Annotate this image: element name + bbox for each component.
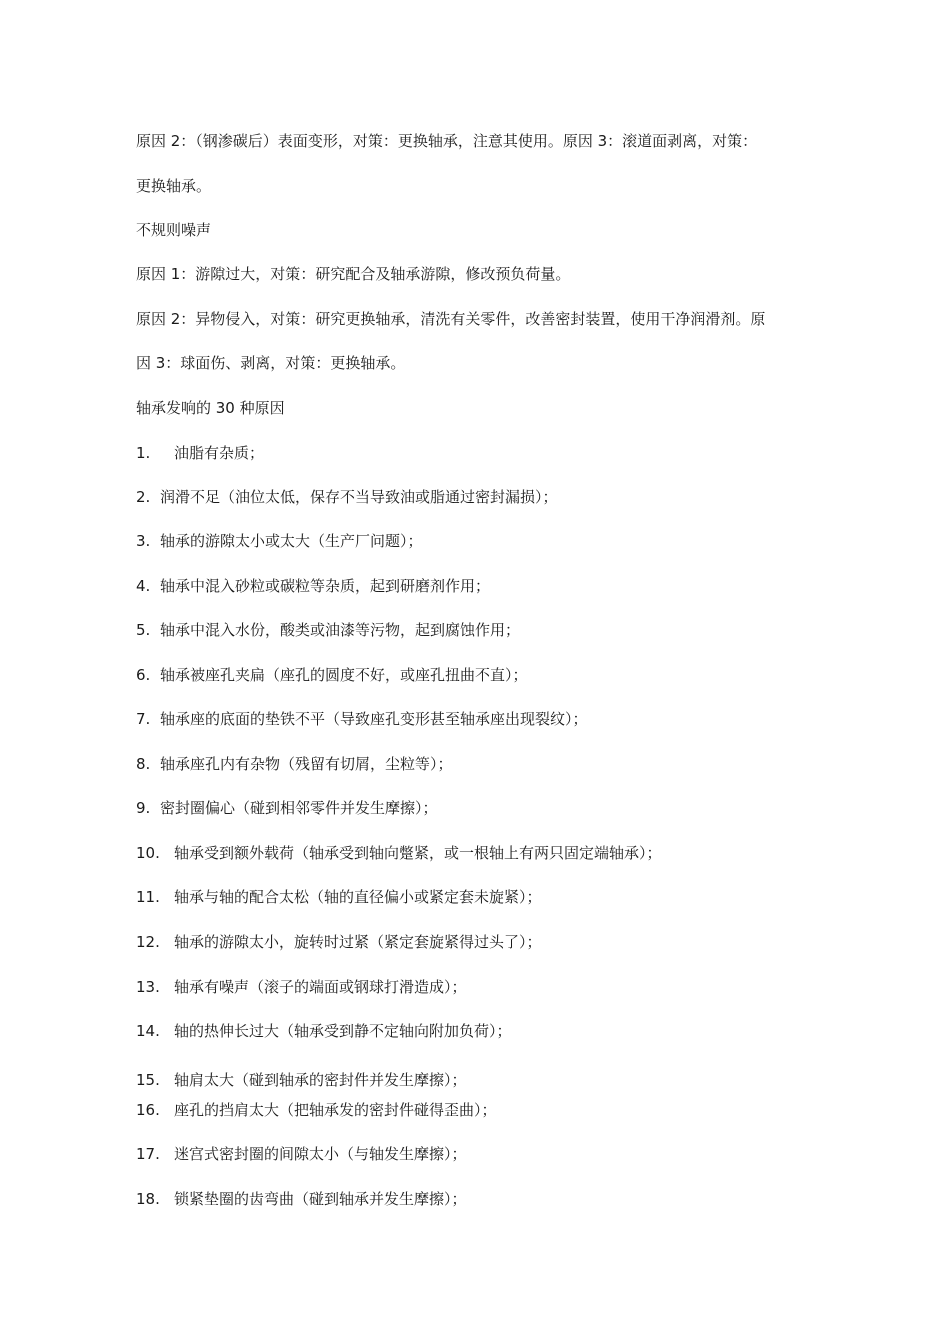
list-item-text: 轴承被座孔夹扁（座孔的圆度不好，或座孔扭曲不直）； xyxy=(160,666,528,684)
list-item-text: 轴承座的底面的垫铁不平（导致座孔变形甚至轴承座出现裂纹）； xyxy=(160,710,588,728)
list-item-text: 轴的热伸长过大（轴承受到静不定轴向附加负荷）； xyxy=(174,1022,512,1040)
list-item-text: 轴承中混入砂粒或碳粒等杂质，起到研磨剂作用； xyxy=(160,577,491,595)
list-item-number: 8. xyxy=(136,755,151,773)
list-item-number: 5. xyxy=(136,621,151,639)
list-item-text: 座孔的挡肩太大（把轴承发的密封件碰得歪曲）； xyxy=(174,1101,497,1119)
section-heading-30-causes: 轴承发响的 30 种原因 xyxy=(136,399,285,417)
list-item-number: 3. xyxy=(136,532,151,550)
list-item-number: 12. xyxy=(136,933,160,951)
list-item-text: 轴肩太大（碰到轴承的密封件并发生摩擦）； xyxy=(174,1071,467,1089)
list-item-number: 10. xyxy=(136,844,160,862)
list-item-text: 润滑不足（油位太低，保存不当导致油或脂通过密封漏损）； xyxy=(160,488,558,506)
list-item-text: 锁紧垫圈的齿弯曲（碰到轴承并发生摩擦）； xyxy=(174,1190,467,1208)
list-item-text: 轴承的游隙太小或太大（生产厂问题）； xyxy=(160,532,423,550)
list-item-text: 轴承座孔内有杂物（残留有切屑，尘粒等）； xyxy=(160,755,453,773)
paragraph-cause-2-deformation: 原因 2：（钢渗碳后）表面变形，对策：更换轴承，注意其使用。原因 3：滚道面剥离，对策： xyxy=(136,132,758,150)
list-item-number: 13. xyxy=(136,978,160,996)
list-item-number: 14. xyxy=(136,1022,160,1040)
list-item-number: 9. xyxy=(136,799,151,817)
section-heading-irregular-noise: 不规则噪声 xyxy=(136,221,212,239)
list-item-text: 轴承的游隙太小，旋转时过紧（紧定套旋紧得过头了）； xyxy=(174,933,542,951)
list-item-number: 16. xyxy=(136,1101,160,1119)
list-item-number: 7. xyxy=(136,710,151,728)
list-item-text: 轴承中混入水份，酸类或油漆等污物，起到腐蚀作用； xyxy=(160,621,521,639)
list-item-text: 密封圈偏心（碰到相邻零件并发生摩擦）； xyxy=(160,799,438,817)
list-item-text: 轴承与轴的配合太松（轴的直径偏小或紧定套未旋紧）； xyxy=(174,888,542,906)
list-item-text: 轴承有噪声（滚子的端面或钢球打滑造成）； xyxy=(174,978,467,996)
list-item-number: 17. xyxy=(136,1145,160,1163)
list-item-number: 11. xyxy=(136,888,160,906)
paragraph-cause-1-clearance: 原因 1：游隙过大，对策：研究配合及轴承游隙，修改预负荷量。 xyxy=(136,265,571,283)
list-item-number: 4. xyxy=(136,577,151,595)
list-item-text: 油脂有杂质； xyxy=(174,444,265,462)
paragraph-replace-bearing: 更换轴承。 xyxy=(136,177,212,195)
list-item-number: 6. xyxy=(136,666,151,684)
list-item-number: 1. xyxy=(136,444,151,462)
list-item-number: 15. xyxy=(136,1071,160,1089)
list-item-text: 轴承受到额外载荷（轴承受到轴向蹩紧，或一根轴上有两只固定端轴承）； xyxy=(174,844,662,862)
paragraph-cause-2-foreign-matter: 原因 2：异物侵入，对策：研究更换轴承，清洗有关零件，改善密封装置，使用干净润滑剂。原 xyxy=(136,310,766,328)
list-item-text: 迷宫式密封圈的间隙太小（与轴发生摩擦）； xyxy=(174,1145,467,1163)
list-item-number: 2. xyxy=(136,488,151,506)
list-item-number: 18. xyxy=(136,1190,160,1208)
paragraph-cause-3-ball-damage: 因 3：球面伤、剥离，对策：更换轴承。 xyxy=(136,354,406,372)
